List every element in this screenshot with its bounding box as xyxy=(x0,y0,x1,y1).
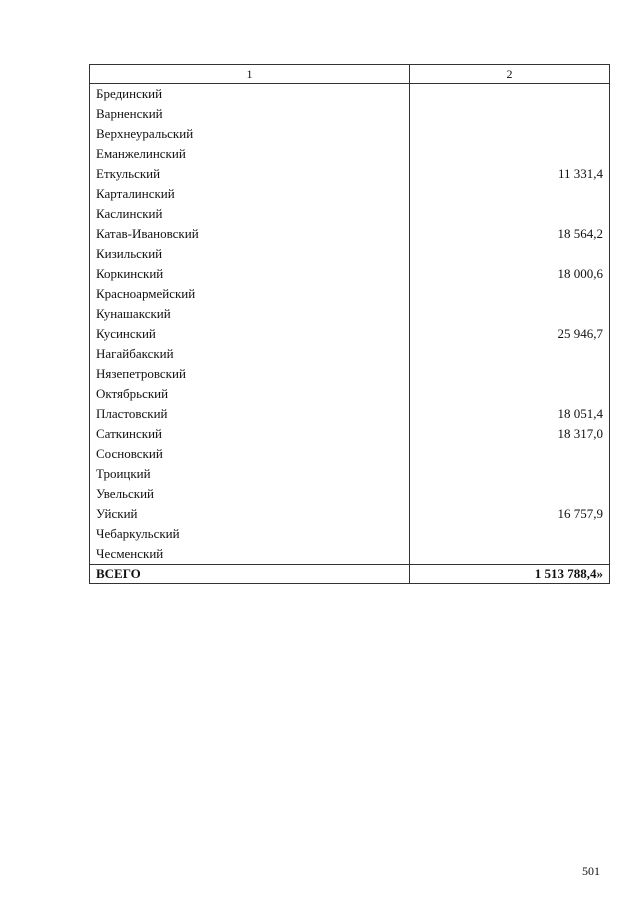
district-name: Еткульский xyxy=(90,164,410,184)
table-row xyxy=(90,304,610,324)
amount-value xyxy=(410,364,610,384)
table-row xyxy=(90,284,610,304)
district-name: Варненский xyxy=(90,104,410,124)
amount-value: 18 051,4 xyxy=(410,404,610,424)
amount-value xyxy=(410,444,610,464)
district-name: Катав-Ивановский xyxy=(90,224,410,244)
district-name: Саткинский xyxy=(90,424,410,444)
table-row xyxy=(90,444,610,464)
amount-value xyxy=(410,304,610,324)
district-name: Нагайбакский xyxy=(90,344,410,364)
district-name: Увельский xyxy=(90,484,410,504)
table-row xyxy=(90,164,610,184)
amount-value xyxy=(410,124,610,144)
district-name: Троицкий xyxy=(90,464,410,484)
page-number: 501 xyxy=(582,864,600,878)
district-name: Верхнеуральский xyxy=(90,124,410,144)
district-name: Кунашакский xyxy=(90,304,410,324)
column-header-2: 2 xyxy=(410,65,610,84)
table-row xyxy=(90,324,610,344)
district-name: Нязепетровский xyxy=(90,364,410,384)
district-name: Кусинский xyxy=(90,324,410,344)
amount-value xyxy=(410,144,610,164)
amount-value xyxy=(410,544,610,565)
table-row xyxy=(90,144,610,164)
table-row xyxy=(90,344,610,364)
district-name: Уйский xyxy=(90,504,410,524)
table-row xyxy=(90,104,610,124)
table-row xyxy=(90,184,610,204)
table-row xyxy=(90,204,610,224)
district-name: Сосновский xyxy=(90,444,410,464)
district-name: Красноармейский xyxy=(90,284,410,304)
district-name: Чесменский xyxy=(90,544,410,565)
district-name: Карталинский xyxy=(90,184,410,204)
table-row xyxy=(90,404,610,424)
district-name: Коркинский xyxy=(90,264,410,284)
district-name: Чебаркульский xyxy=(90,524,410,544)
district-name: Брединский xyxy=(90,84,410,105)
total-label: ВСЕГО xyxy=(90,565,410,584)
amount-value: 25 946,7 xyxy=(410,324,610,344)
table-row xyxy=(90,524,610,544)
table-row xyxy=(90,224,610,244)
table-row xyxy=(90,124,610,144)
amount-value: 11 331,4 xyxy=(410,164,610,184)
amount-value xyxy=(410,244,610,264)
amount-value: 18 000,6 xyxy=(410,264,610,284)
amount-value xyxy=(410,384,610,404)
data-table xyxy=(89,64,610,584)
table-row xyxy=(90,384,610,404)
table-row xyxy=(90,364,610,384)
total-row xyxy=(90,565,610,584)
district-name: Еманжелинский xyxy=(90,144,410,164)
column-header-1: 1 xyxy=(90,65,410,84)
amount-value xyxy=(410,104,610,124)
amount-value xyxy=(410,484,610,504)
amount-value xyxy=(410,344,610,364)
header-row xyxy=(90,65,610,84)
table-row xyxy=(90,464,610,484)
table-row xyxy=(90,544,610,565)
amount-value xyxy=(410,464,610,484)
district-name: Октябрьский xyxy=(90,384,410,404)
table-row xyxy=(90,484,610,504)
amount-value: 18 317,0 xyxy=(410,424,610,444)
amount-value xyxy=(410,84,610,105)
table-row xyxy=(90,504,610,524)
amount-value xyxy=(410,284,610,304)
amount-value xyxy=(410,524,610,544)
table-body xyxy=(90,84,610,565)
amount-value xyxy=(410,204,610,224)
table-row xyxy=(90,424,610,444)
district-name: Каслинский xyxy=(90,204,410,224)
district-name: Пластовский xyxy=(90,404,410,424)
table-row xyxy=(90,264,610,284)
total-value: 1 513 788,4» xyxy=(410,565,610,584)
table-row xyxy=(90,244,610,264)
table-row xyxy=(90,84,610,105)
district-name: Кизильский xyxy=(90,244,410,264)
amount-value: 18 564,2 xyxy=(410,224,610,244)
amount-value: 16 757,9 xyxy=(410,504,610,524)
amount-value xyxy=(410,184,610,204)
